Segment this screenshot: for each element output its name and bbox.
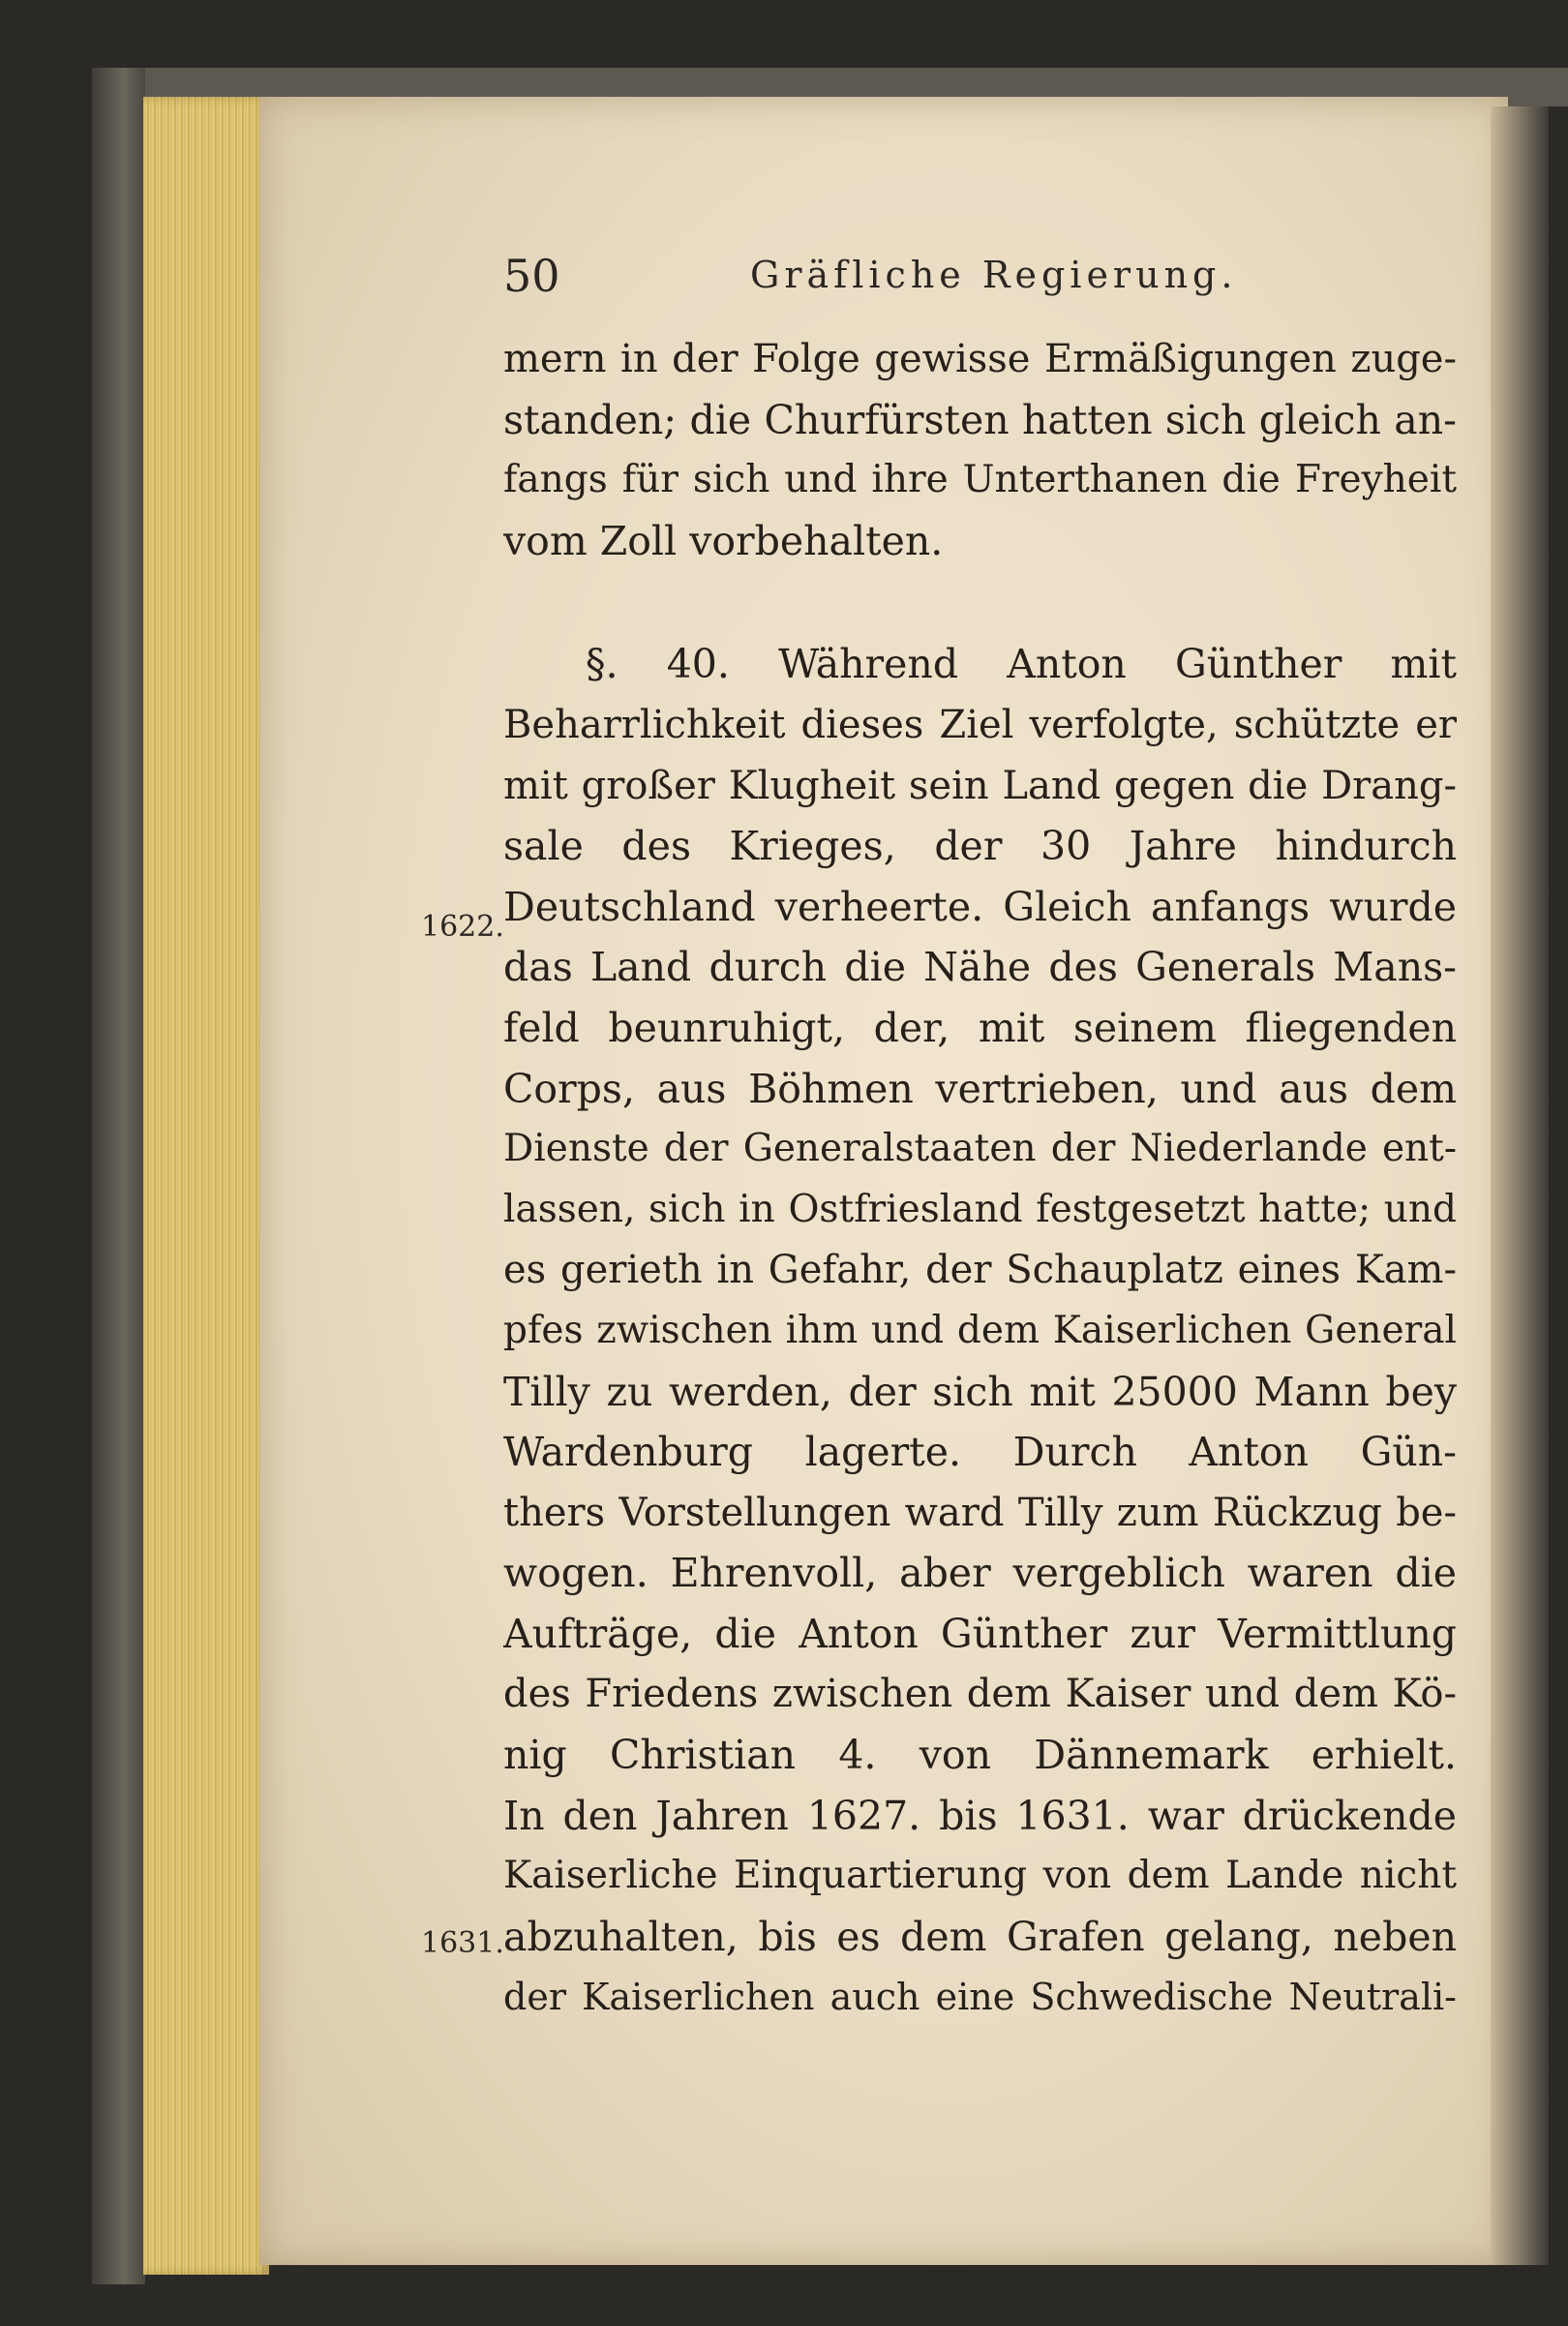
text-line: Corps, aus Böhmen vertrieben, und aus dem — [503, 1065, 1457, 1112]
text-line: mern in der Folge gewisse Ermäßigungen zuge- — [503, 337, 1457, 381]
text-line: wogen. Ehrenvoll, aber vergeblich waren die — [503, 1550, 1457, 1597]
text-line: pfes zwischen ihm und dem Kaiserlichen General — [503, 1308, 1457, 1352]
text-line: Tilly zu werden, der sich mit 25000 Mann bey — [503, 1368, 1457, 1415]
text-line: Dienste der Generalstaaten der Niederlande ent- — [503, 1127, 1457, 1171]
text-line: feld beunruhigt, der, mit seinem fliegenden — [503, 1004, 1457, 1051]
page-header — [503, 250, 1462, 308]
text-line: es gerieth in Gefahr, der Schauplatz eines Kam- — [503, 1248, 1457, 1293]
text-line: lassen, sich in Ostfriesland festgesetzt hatte; und — [503, 1187, 1457, 1231]
section-heading-line: §. 40. Während Anton Günther mit — [586, 641, 1457, 688]
book-cover-spine — [92, 68, 145, 2284]
text-line: vom Zoll vorbehalten. — [503, 517, 944, 564]
paragraph-gap — [503, 571, 1457, 634]
margin-year-note: 1622. — [421, 910, 504, 944]
text-line: Beharrlichkeit dieses Ziel verfolgte, schützte er — [503, 702, 1457, 747]
text-line: In den Jahren 1627. bis 1631. war drückende — [503, 1792, 1457, 1839]
text-line: sale des Krieges, der 30 Jahre hindurch — [503, 823, 1457, 870]
running-head: Gräfliche Regierung. — [750, 254, 1238, 296]
text-line: der Kaiserlichen auch eine Schwedische Neutrali- — [503, 1976, 1457, 2019]
margin-year-note: 1631. — [421, 1926, 504, 1960]
page-number: 50 — [503, 250, 560, 302]
text-line: Deutschland verheerte. Gleich anfangs wurde — [503, 883, 1457, 930]
text-line: thers Vorstellungen ward Tilly zum Rückzug be- — [503, 1490, 1457, 1535]
text-line: Aufträge, die Anton Günther zur Vermittlung — [503, 1610, 1457, 1657]
text-line: des Friedens zwischen dem Kaiser und dem Kö- — [503, 1672, 1457, 1717]
text-line: fangs für sich und ihre Unterthanen die Freyheit — [503, 458, 1457, 502]
body-text — [503, 329, 1457, 2028]
page-edges — [143, 97, 269, 2275]
text-line: Kaiserliche Einquartierung von dem Lande nicht — [503, 1854, 1457, 1898]
text-line: abzuhalten, bis es dem Grafen gelang, neben — [503, 1913, 1457, 1960]
text-line: Wardenburg lagerte. Durch Anton Gün- — [503, 1429, 1457, 1476]
text-line: standen; die Churfürsten hatten sich gleich an- — [503, 396, 1457, 443]
text-line: nig Christian 4. von Dännemark erhielt. — [503, 1732, 1457, 1779]
page-gutter — [1491, 106, 1549, 2265]
text-line: mit großer Klugheit sein Land gegen die Drang- — [503, 763, 1457, 808]
text-line: das Land durch die Nähe des Generals Mans- — [503, 944, 1457, 991]
